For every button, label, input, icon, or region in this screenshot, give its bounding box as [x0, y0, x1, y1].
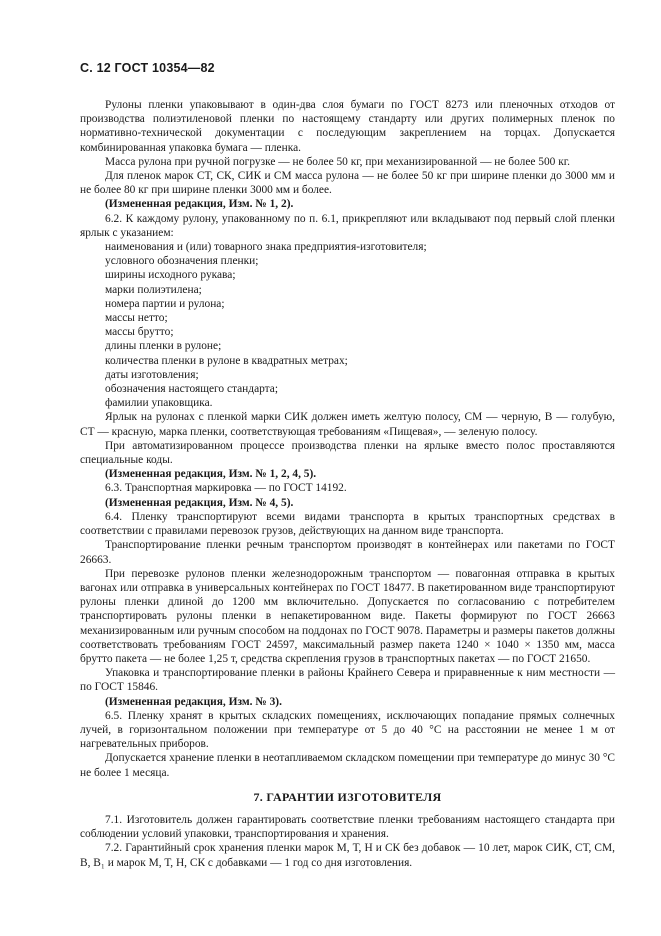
- amendment-note: (Измененная редакция, Изм. № 1, 2, 4, 5).: [105, 468, 317, 481]
- list-item: условного обозначения пленки;: [105, 255, 259, 268]
- amendment-note: (Измененная редакция, Изм. № 3).: [105, 695, 282, 708]
- list-item: массы нетто;: [105, 312, 168, 325]
- amendment-note: (Измененная редакция, Изм. № 4, 5).: [105, 496, 294, 509]
- paragraph: Ярлык на рулонах с пленкой марки СИК должен иметь желтую полосу, СМ — черную, В — голубую, СТ — красную, марка пленки, соответствующая требованиям «Пищевая», — зеленую полосу.: [80, 411, 615, 438]
- paragraph: Допускается хранение пленки в неотапливаемом складском помещении при температуре до минус 30 °С не более 1 месяца.: [80, 752, 615, 779]
- paragraph: Рулоны пленки упаковывают в один-два слоя бумаги по ГОСТ 8273 или пленочных отходов от производства полиэтиленовой пленки по настоящему стандарту или других полимерных пленок по нормативно-технической документации с последующим закреплением на торцах. Допускается комбинированная упаковка бумага — пленка.: [80, 99, 615, 154]
- list-item: номера партии и рулона;: [105, 297, 225, 310]
- paragraph: Масса рулона при ручной погрузке — не более 50 кг, при механизированной — не более 500 кг.: [105, 155, 570, 168]
- paragraphs-block-c: [80, 813, 615, 870]
- label-list: [80, 240, 615, 410]
- list-item: марки полиэтилена;: [105, 283, 202, 296]
- paragraph: 6.2. К каждому рулону, упакованному по п. 6.1, прикрепляют или вкладывают под первый слой пленки ярлык с указанием:: [80, 212, 615, 239]
- list-item: количества пленки в рулоне в квадратных метрах;: [105, 354, 348, 367]
- section-title: 7. ГАРАНТИИ ИЗГОТОВИТЕЛЯ: [253, 789, 442, 804]
- paragraph: 6.5. Пленку хранят в крытых складских помещениях, исключающих попадание прямых солнечных лучей, в горизонтальном положении при температуре от 5 до 40 °С на расстоянии не менее 1 м от нагревательных приборов.: [80, 709, 615, 751]
- paragraphs-block-a: [80, 98, 615, 240]
- paragraph: 7.2. Гарантийный срок хранения пленки марок М, Т, Н и СК без добавок — 10 лет, марок СИК, СТ, СМ, В, В₁ и марок М, Т, Н, СК с добавками — 1 год со дня изготовления.: [80, 842, 615, 869]
- paragraph: Транспортирование пленки речным транспортом производят в контейнерах или пакетами по ГОСТ 26663.: [80, 539, 615, 566]
- paragraph: При автоматизированном процессе производства пленки на ярлыке вместо полос проставляются специальные коды.: [80, 439, 615, 467]
- list-item: даты изготовления;: [105, 368, 199, 381]
- list-item: ширины исходного рукава;: [105, 269, 236, 282]
- list-item: обозначения настоящего стандарта;: [105, 383, 279, 396]
- paragraph: При перевозке рулонов пленки железнодорожным транспортом — повагонная отправка в крытых вагонах или отправка в универсальных контейнерах по ГОСТ 18477. В пакетированном виде транспортируют рулоны пленки длиной до 1200 мм включительно. Допускается по согласованию с потребителем транспортировать рулоны пленки в непакетированном виде. Пакеты формируют по ГОСТ 26663 механизированным или ручным способом на поддонах по ГОСТ 9078. Параметры и размеры пакетов должны соответствовать требованиям ГОСТ 24597, максимальный размер пакета 1240 × 1040 × 1350 мм, масса брутто пакета — не более 1,25 т, средства скрепления грузов в транспортных пакетах — по ГОСТ 21650.: [80, 567, 615, 665]
- paragraph: 6.3. Транспортная маркировка — по ГОСТ 14192.: [105, 482, 347, 495]
- paragraph: Упаковка и транспортирование пленки в районы Крайнего Севера и приравненные к ним местности — по ГОСТ 15846.: [80, 667, 615, 694]
- paragraphs-block-b: [80, 410, 615, 779]
- document-body: [80, 98, 615, 870]
- paragraph: 7.1. Изготовитель должен гарантировать соответствие пленки требованиям настоящего стандарта при соблюдении условий упаковки, транспортирования и хранения.: [80, 813, 615, 841]
- list-item: длины пленки в рулоне;: [105, 340, 222, 353]
- paragraph: 6.4. Пленку транспортируют всеми видами транспорта в крытых транспортных средствах в соответствии с правилами перевозок грузов, действующих на данном виде транспорта.: [80, 510, 615, 538]
- list-item: наименования и (или) товарного знака предприятия-изготовителя;: [105, 241, 427, 254]
- amendment-note: (Измененная редакция, Изм. № 1, 2).: [105, 198, 294, 211]
- page-header: С. 12 ГОСТ 10354—82: [80, 61, 215, 75]
- paragraph: Для пленок марок СТ, СК, СИК и СМ масса рулона — не более 50 кг при ширине пленки до 3000 мм и не более 80 кг при ширине пленки 3000 мм и более.: [80, 170, 615, 197]
- list-item: фамилии упаковщика.: [105, 397, 213, 410]
- list-item: массы брутто;: [105, 326, 174, 339]
